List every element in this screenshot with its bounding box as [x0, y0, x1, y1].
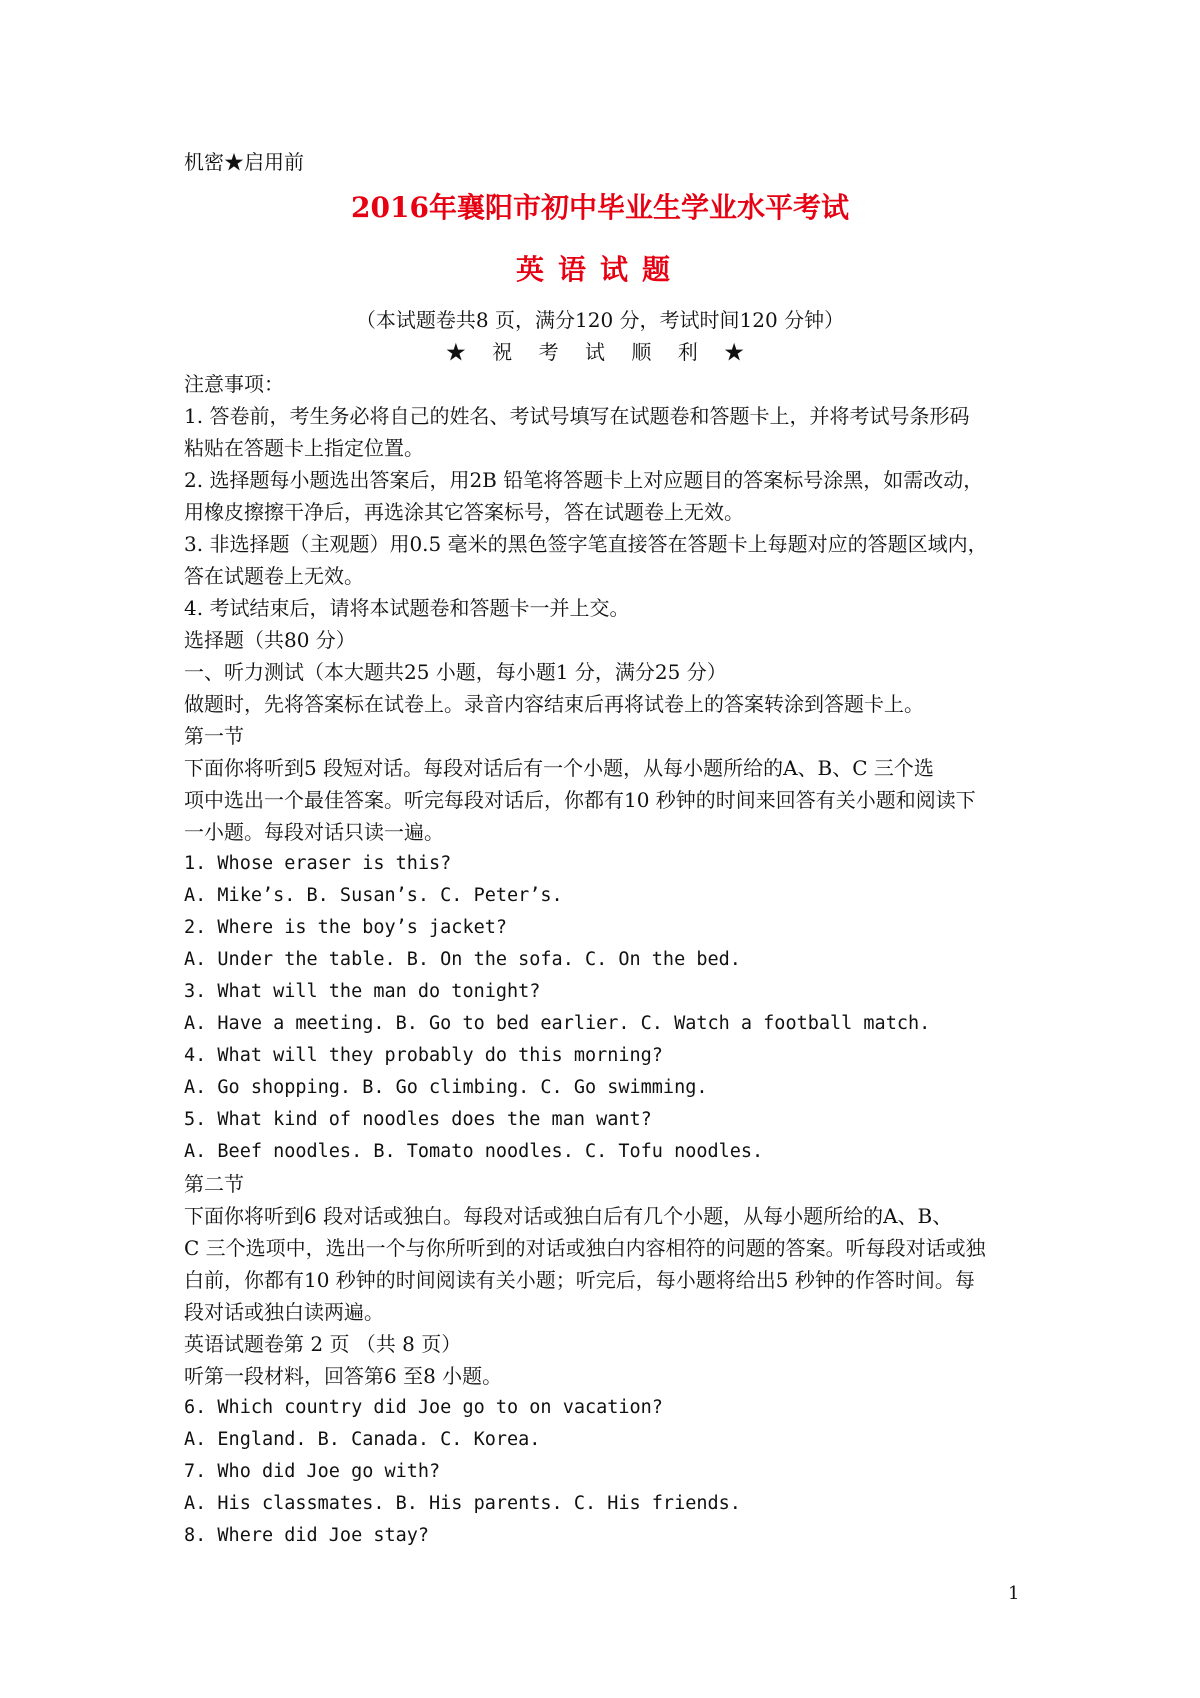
answer-options: A. His classmates. B. His parents. C. His friends.	[184, 1493, 741, 1514]
page-number: 1	[1008, 1583, 1020, 1604]
page-label: 英语试题卷第 2 页 （共 8 页）	[184, 1332, 462, 1356]
answer-options: A. Have a meeting. B. Go to bed earlier. C. Watch a football match.	[184, 1013, 931, 1034]
answer-options: A. Under the table. B. On the sofa. C. On the bed.	[184, 949, 741, 970]
question: 6. Which country did Joe go to on vacation?	[184, 1397, 663, 1418]
question: 7. Who did Joe go with?	[184, 1461, 441, 1482]
section2-instruction: C 三个选项中，选出一个与你所听到的对话或独白内容相符的问题的答案。听每段对话或独	[184, 1236, 986, 1260]
note-line: 4. 考试结束后，请将本试题卷和答题卡一并上交。	[184, 596, 630, 620]
section2-instruction: 白前，你都有10 秒钟的时间阅读有关小题；听完后，每小题将给出5 秒钟的作答时间。每	[184, 1268, 975, 1292]
section2-instruction: 下面你将听到6 段对话或独白。每段对话或独白后有几个小题，从每小题所给的A、B、	[184, 1204, 953, 1228]
note-line: 粘贴在答题卡上指定位置。	[184, 436, 424, 460]
good-luck-line: ★ 祝 考 试 顺 利 ★	[445, 340, 755, 364]
note-line: 3. 非选择题（主观题）用0.5 毫米的黑色签字笔直接答在答题卡上每题对应的答题区域内，	[184, 532, 988, 556]
note-line: 2. 选择题每小题选出答案后，用2B 铅笔将答题卡上对应题目的答案标号涂黑，如需改动，	[184, 468, 984, 492]
section1-heading: 第一节	[184, 724, 244, 748]
section2-heading: 第二节	[184, 1172, 244, 1196]
section2-instruction: 段对话或独白读两遍。	[184, 1300, 384, 1324]
question: 4. What will they probably do this morning?	[184, 1045, 663, 1066]
answer-options: A. Beef noodles. B. Tomato noodles. C. Tofu noodles.	[184, 1141, 764, 1162]
notes-heading: 注意事项：	[184, 372, 284, 396]
section1-instruction: 一小题。每段对话只读一遍。	[184, 820, 444, 844]
choice-section-heading: 选择题（共80 分）	[184, 628, 356, 652]
answer-options: A. Go shopping. B. Go climbing. C. Go swimming.	[184, 1077, 708, 1098]
question: 3. What will the man do tonight?	[184, 981, 541, 1002]
note-line: 答在试题卷上无效。	[184, 564, 364, 588]
answer-options: A. Mike’s. B. Susan’s. C. Peter’s.	[184, 885, 563, 906]
subject-title: 英语试题	[515, 253, 684, 286]
exam-info: （本试题卷共8 页，满分120 分，考试时间120 分钟）	[355, 308, 845, 332]
exam-title: 2016年襄阳市初中毕业生学业水平考试	[351, 191, 849, 224]
part1-note: 做题时，先将答案标在试卷上。录音内容结束后再将试卷上的答案转涂到答题卡上。	[184, 692, 924, 716]
question: 2. Where is the boy’s jacket?	[184, 917, 508, 938]
note-line: 1. 答卷前，考生务必将自己的姓名、考试号填写在试题卷和答题卡上，并将考试号条形码	[184, 404, 970, 428]
question: 8. Where did Joe stay?	[184, 1525, 430, 1546]
section1-instruction: 下面你将听到5 段短对话。每段对话后有一个小题，从每小题所给的A、B、C 三个选	[184, 756, 934, 780]
answer-options: A. England. B. Canada. C. Korea.	[184, 1429, 541, 1450]
material1-instruction: 听第一段材料，回答第6 至8 小题。	[184, 1364, 503, 1388]
confidential-label: 机密★启用前	[184, 150, 304, 174]
note-line: 用橡皮擦擦干净后，再选涂其它答案标号，答在试题卷上无效。	[184, 500, 744, 524]
part1-heading: 一、听力测试（本大题共25 小题，每小题1 分，满分25 分）	[184, 660, 727, 684]
question: 5. What kind of noodles does the man want?	[184, 1109, 652, 1130]
question: 1. Whose eraser is this?	[184, 853, 452, 874]
section1-instruction: 项中选出一个最佳答案。听完每段对话后，你都有10 秒钟的时间来回答有关小题和阅读下	[184, 788, 976, 812]
